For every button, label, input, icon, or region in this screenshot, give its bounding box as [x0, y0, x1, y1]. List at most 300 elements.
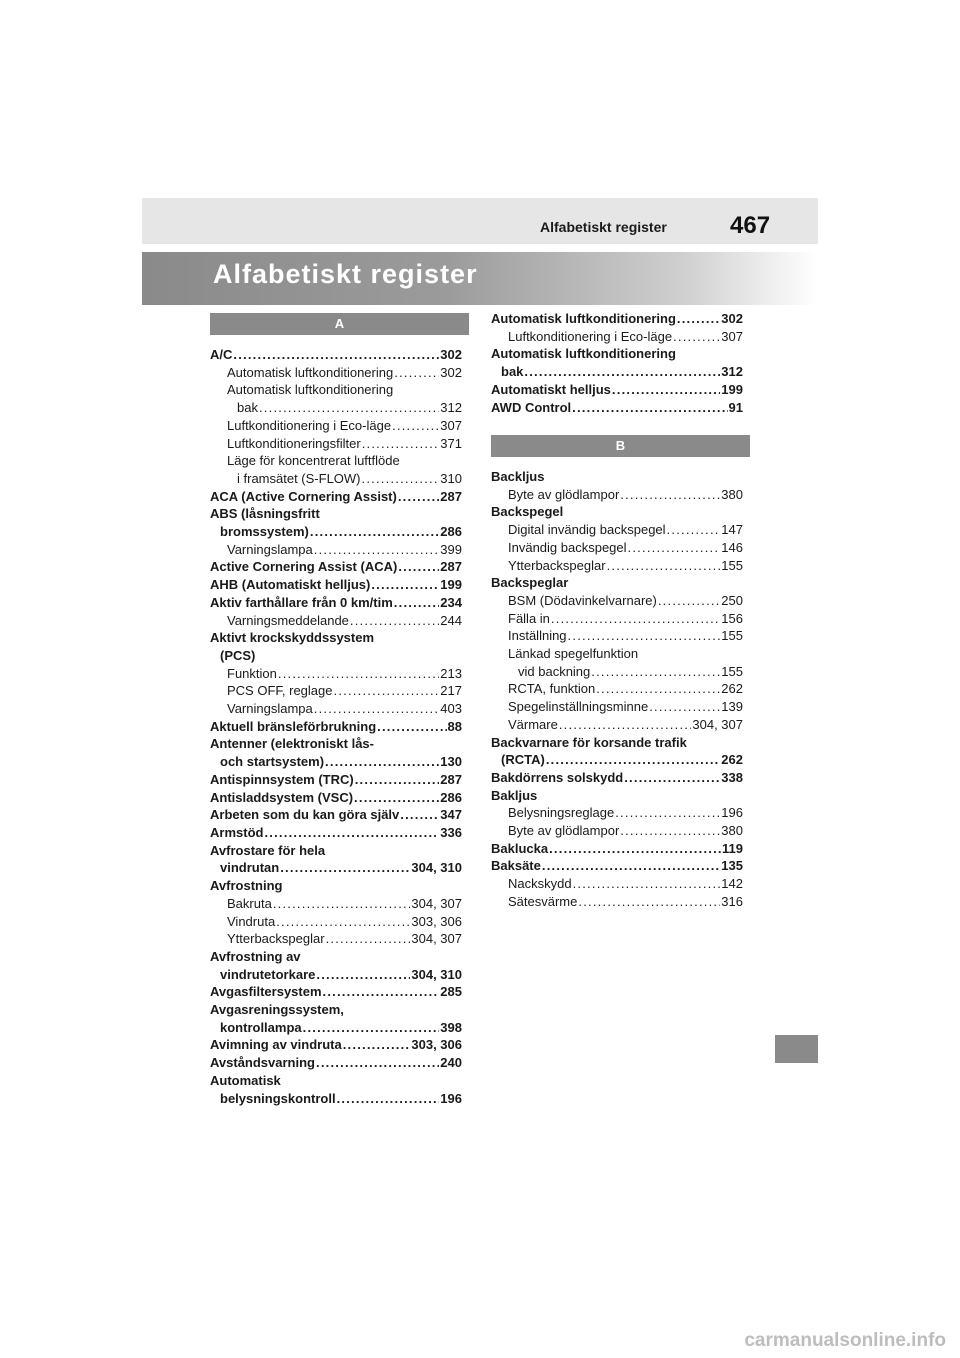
header-band: [142, 198, 818, 244]
page-reference[interactable]: 196: [721, 805, 743, 821]
dot-leader: [559, 716, 692, 734]
dot-leader: [658, 592, 720, 610]
index-term: i framsätet (S-FLOW): [237, 470, 361, 486]
index-term: Aktiv farthållare från 0 km/tim: [210, 594, 393, 610]
index-term: vindrutetorkare: [220, 966, 316, 982]
index-term: Bakruta: [227, 895, 272, 911]
dot-leader: [667, 521, 721, 539]
index-entry: [210, 576, 462, 594]
index-entry: [210, 789, 462, 807]
index-term: kontrollampa: [220, 1019, 302, 1035]
index-line: [491, 557, 743, 575]
index-line: [491, 769, 743, 787]
index-line: [491, 328, 743, 346]
page-reference[interactable]: 303, 306: [411, 913, 462, 929]
dot-leader: [392, 417, 439, 435]
index-line: [491, 804, 743, 822]
dot-leader: [278, 665, 439, 683]
index-line: [210, 488, 462, 506]
index-line: [210, 541, 462, 559]
index-term: Byte av glödlampor: [508, 823, 620, 839]
index-term: Värmare: [508, 716, 558, 732]
dot-leader: [314, 700, 440, 718]
index-term: Automatisk luftkonditionering: [227, 382, 394, 398]
dot-leader: [546, 751, 720, 769]
index-term: (PCS): [220, 647, 256, 663]
dot-leader: [673, 328, 720, 346]
page-reference[interactable]: 240: [440, 1055, 462, 1071]
index-term: Aktuell bränsleförbrukning: [210, 718, 377, 734]
page-reference[interactable]: 302: [721, 311, 743, 326]
index-term: Ytterbackspeglar: [508, 557, 606, 573]
dot-leader: [524, 363, 720, 381]
page-reference[interactable]: 403: [440, 701, 462, 717]
dot-leader: [398, 558, 439, 576]
index-line: [491, 399, 743, 417]
index-term: A/C: [210, 347, 233, 362]
index-term: bak: [501, 364, 524, 380]
index-column-left: [210, 346, 462, 1107]
page-reference[interactable]: 304, 307: [692, 716, 743, 732]
index-entry: [491, 399, 743, 417]
index-entry: [210, 771, 462, 789]
page-reference[interactable]: 304, 310: [411, 860, 462, 876]
index-term: Ytterbackspeglar: [227, 931, 325, 947]
index-term: Backspeglar: [491, 575, 569, 591]
index-line: [210, 452, 462, 470]
dot-leader: [573, 875, 721, 893]
page-reference[interactable]: 310: [440, 470, 462, 486]
page-reference[interactable]: 119: [722, 840, 743, 856]
index-line: [210, 417, 462, 435]
index-term: Antisladdsystem (VSC): [210, 789, 354, 805]
index-entry: [210, 718, 462, 736]
index-line: [210, 718, 462, 736]
index-term: Baklucka: [491, 840, 549, 856]
page-reference[interactable]: 371: [440, 435, 462, 451]
index-line: [210, 682, 462, 700]
index-line: [210, 913, 462, 931]
index-term: bak: [237, 400, 258, 416]
index-term: Active Cornering Assist (ACA): [210, 559, 398, 575]
index-entry: [210, 806, 462, 824]
page-reference[interactable]: 287: [440, 488, 462, 504]
index-term: Belysningsreglage: [508, 805, 615, 821]
dot-leader: [394, 594, 440, 612]
page-reference[interactable]: 399: [440, 541, 462, 557]
index-term: RCTA, funktion: [508, 681, 596, 697]
index-term: Sätesvärme: [508, 893, 578, 909]
index-term: Arbeten som du kan göra själv: [210, 807, 400, 823]
dot-leader: [394, 364, 439, 382]
index-line: [210, 895, 462, 913]
index-term: Inställning: [508, 628, 567, 644]
index-term: Varningslampa: [227, 701, 313, 717]
index-line: [491, 787, 743, 805]
dot-leader: [233, 346, 439, 364]
page-reference[interactable]: 302: [440, 364, 462, 380]
index-entry: [491, 840, 743, 858]
index-entry: [491, 787, 743, 840]
index-line: [491, 310, 743, 328]
page-reference[interactable]: 287: [440, 771, 462, 787]
index-line: [491, 822, 743, 840]
dot-leader: [325, 753, 439, 771]
index-term: Antispinnsystem (TRC): [210, 771, 354, 787]
index-entry: [210, 1001, 462, 1036]
index-entry: [491, 574, 743, 733]
index-term: Automatisk luftkonditionering: [227, 364, 394, 380]
dot-leader: [615, 804, 720, 822]
running-header-title: Alfabetiskt register: [540, 219, 667, 235]
page-reference[interactable]: 199: [440, 577, 462, 593]
page-reference[interactable]: 234: [440, 594, 462, 610]
index-line: [491, 592, 743, 610]
page-reference[interactable]: 303, 306: [411, 1037, 462, 1053]
index-entry: [210, 948, 462, 983]
index-term: Aktivt krockskyddssystem: [210, 630, 375, 646]
index-term: Automatisk: [210, 1072, 281, 1088]
index-entry: [210, 824, 462, 842]
index-line: [210, 930, 462, 948]
dot-leader: [354, 789, 439, 807]
dot-leader: [280, 859, 410, 877]
page-reference[interactable]: 312: [721, 364, 743, 380]
index-line: [210, 983, 462, 1001]
page-reference[interactable]: 262: [721, 681, 743, 697]
index-line: [491, 751, 743, 769]
index-line: [210, 842, 462, 860]
index-line: [210, 753, 462, 771]
page-title: Alfabetiskt register: [213, 259, 478, 289]
dot-leader: [276, 913, 410, 931]
dot-leader: [578, 893, 720, 911]
dot-leader: [677, 310, 720, 328]
index-entry: [210, 983, 462, 1001]
page-reference[interactable]: 312: [440, 400, 462, 416]
dot-leader: [542, 857, 720, 875]
index-term: Luftkonditionering i Eco-läge: [508, 328, 673, 344]
index-line: [491, 680, 743, 698]
index-entry: [210, 346, 462, 488]
watermark: carmanualsonline.info: [744, 1330, 946, 1351]
index-line: [491, 486, 743, 504]
index-term: och startsystem): [220, 754, 325, 770]
page-reference[interactable]: 316: [721, 893, 743, 909]
page-reference[interactable]: 155: [721, 663, 743, 679]
dot-leader: [620, 486, 720, 504]
page-reference[interactable]: 244: [440, 612, 462, 628]
dot-leader: [551, 610, 720, 628]
index-line: [491, 468, 743, 486]
page-reference[interactable]: 287: [440, 559, 462, 575]
index-column-right-b: [491, 468, 743, 911]
index-term: Nackskydd: [508, 876, 572, 892]
page-reference[interactable]: 196: [440, 1090, 462, 1106]
index-line: [210, 735, 462, 753]
page-reference[interactable]: 155: [721, 628, 743, 644]
dot-leader: [607, 557, 721, 575]
dot-leader: [400, 806, 439, 824]
dot-leader: [596, 680, 720, 698]
page-reference[interactable]: 307: [440, 417, 462, 433]
page-reference[interactable]: 262: [721, 752, 743, 768]
index-line: [491, 734, 743, 752]
index-entry: [210, 842, 462, 877]
index-line: [491, 503, 743, 521]
index-line: [210, 558, 462, 576]
index-term: Vindruta: [227, 913, 276, 929]
index-entry: [210, 488, 462, 506]
index-term: Avfrostning: [210, 878, 283, 894]
index-line: [210, 877, 462, 895]
page-reference[interactable]: 135: [721, 858, 743, 874]
index-entry: [210, 558, 462, 576]
dot-leader: [620, 822, 720, 840]
index-line: [210, 594, 462, 612]
index-entry: [491, 381, 743, 399]
index-term: Armstöd: [210, 824, 264, 840]
page-number: 467: [730, 212, 771, 239]
dot-leader: [264, 824, 439, 842]
dot-leader: [316, 966, 410, 984]
page-reference[interactable]: 304, 307: [411, 895, 462, 911]
index-line: [210, 346, 462, 364]
index-entry: [210, 1054, 462, 1072]
index-line: [210, 859, 462, 877]
index-line: [210, 435, 462, 453]
index-line: [210, 948, 462, 966]
dot-leader: [314, 541, 440, 559]
page-reference[interactable]: 338: [721, 769, 743, 785]
index-entry: [210, 1036, 462, 1054]
dot-leader: [377, 718, 446, 736]
dot-leader: [371, 576, 439, 594]
index-line: [210, 771, 462, 789]
index-entry: [210, 629, 462, 718]
page-reference[interactable]: 380: [721, 486, 743, 502]
index-line: [491, 381, 743, 399]
index-line: [210, 1019, 462, 1037]
index-line: [491, 716, 743, 734]
index-term: Länkad spegelfunktion: [508, 646, 639, 662]
dot-leader: [624, 769, 720, 787]
page-reference[interactable]: 147: [721, 522, 743, 538]
index-column-right-top: [491, 310, 743, 416]
section-letter-b: B: [491, 435, 750, 457]
index-term: Automatisk luftkonditionering: [491, 346, 676, 362]
index-term: AWD Control: [491, 399, 572, 415]
page-reference[interactable]: 286: [440, 524, 462, 540]
index-term: Backvarnare för korsande trafik: [491, 734, 687, 750]
index-term: Varningsmeddelande: [227, 612, 349, 628]
page-reference[interactable]: 286: [440, 789, 462, 805]
index-term: vid backning: [518, 663, 591, 679]
index-term: Luftkonditionering i Eco-läge: [227, 417, 392, 433]
page-reference[interactable]: 304, 307: [411, 931, 462, 947]
index-term: Backspegel: [491, 504, 564, 520]
dot-leader: [591, 663, 720, 681]
dot-leader: [549, 840, 721, 858]
index-term: Baksäte: [491, 858, 541, 874]
dot-leader: [572, 399, 727, 417]
index-line: [210, 1072, 462, 1090]
index-term: Byte av glödlampor: [508, 486, 620, 502]
index-line: [491, 627, 743, 645]
index-term: belysningskontroll: [220, 1090, 336, 1106]
index-line: [210, 665, 462, 683]
dot-leader: [323, 983, 440, 1001]
dot-leader: [350, 612, 439, 630]
dot-leader: [355, 771, 440, 789]
index-line: [210, 364, 462, 382]
page-reference[interactable]: 199: [721, 381, 743, 397]
index-term: Spegelinställningsminne: [508, 699, 649, 715]
index-line: [491, 521, 743, 539]
index-line: [491, 893, 743, 911]
index-line: [210, 399, 462, 417]
index-line: [210, 1054, 462, 1072]
index-term: Automatisk luftkonditionering: [491, 311, 676, 326]
dot-leader: [362, 435, 440, 453]
dot-leader: [628, 539, 721, 557]
page-reference[interactable]: 213: [440, 665, 462, 681]
page-reference[interactable]: 139: [721, 699, 743, 715]
index-line: [210, 505, 462, 523]
index-line: [210, 700, 462, 718]
index-term: Läge för koncentrerat luftflöde: [227, 453, 400, 469]
index-line: [210, 647, 462, 665]
dot-leader: [337, 1090, 440, 1108]
index-term: bromssystem): [220, 524, 309, 540]
page-reference[interactable]: 302: [440, 347, 462, 362]
page-reference[interactable]: 336: [440, 824, 462, 840]
index-line: [491, 539, 743, 557]
dot-leader: [273, 895, 411, 913]
index-line: [210, 470, 462, 488]
index-line: [491, 840, 743, 858]
index-term: ABS (låsningsfritt: [210, 506, 320, 522]
dot-leader: [362, 470, 440, 488]
index-line: [210, 381, 462, 399]
index-line: [210, 576, 462, 594]
index-term: AHB (Automatiskt helljus): [210, 577, 371, 593]
index-term: Avfrostning av: [210, 948, 301, 964]
index-line: [491, 645, 743, 663]
index-term: Invändig backspegel: [508, 539, 627, 555]
dot-leader: [649, 698, 720, 716]
index-term: Backljus: [491, 469, 545, 484]
dot-leader: [303, 1019, 440, 1037]
index-line: [491, 875, 743, 893]
index-entry: [210, 505, 462, 558]
index-entry: [491, 310, 743, 345]
index-line: [210, 612, 462, 630]
dot-leader: [568, 627, 721, 645]
index-line: [491, 857, 743, 875]
index-line: [210, 806, 462, 824]
index-line: [491, 610, 743, 628]
index-term: ACA (Active Cornering Assist): [210, 488, 397, 504]
page-reference[interactable]: 155: [721, 557, 743, 573]
index-line: [210, 629, 462, 647]
dot-leader: [259, 399, 439, 417]
dot-leader: [612, 381, 720, 399]
index-term: Fälla in: [508, 610, 550, 626]
page-reference[interactable]: 347: [440, 807, 462, 823]
index-line: [491, 574, 743, 592]
index-term: vindrutan: [220, 860, 280, 876]
index-line: [210, 523, 462, 541]
dot-leader: [316, 1054, 439, 1072]
dot-leader: [334, 682, 440, 700]
index-term: Avgasfiltersystem: [210, 984, 322, 1000]
index-entry: [210, 735, 462, 770]
index-line: [491, 663, 743, 681]
index-entry: [491, 769, 743, 787]
index-line: [491, 345, 743, 363]
page-reference[interactable]: 88: [447, 718, 462, 734]
index-line: [210, 824, 462, 842]
dot-leader: [343, 1036, 411, 1054]
dot-leader: [326, 930, 411, 948]
index-entry: [491, 857, 743, 910]
index-entry: [491, 345, 743, 380]
index-line: [210, 789, 462, 807]
index-term: Avståndsvarning: [210, 1055, 315, 1071]
index-term: Antenner (elektroniskt lås-: [210, 736, 374, 752]
page-reference[interactable]: 146: [721, 539, 743, 555]
index-term: Digital invändig backspegel: [508, 522, 666, 538]
page-reference[interactable]: 250: [721, 592, 743, 608]
index-term: Avimning av vindruta: [210, 1037, 342, 1053]
index-term: (RCTA): [501, 752, 545, 768]
index-term: Automatiskt helljus: [491, 381, 611, 397]
index-term: Varningslampa: [227, 541, 313, 557]
index-line: [491, 363, 743, 381]
page-reference[interactable]: 130: [440, 754, 462, 770]
index-entry: [491, 468, 743, 503]
page-reference[interactable]: 217: [440, 683, 462, 699]
page-reference[interactable]: 91: [728, 399, 743, 415]
index-line: [210, 1001, 462, 1019]
index-entry: [491, 503, 743, 574]
page-reference[interactable]: 380: [721, 823, 743, 839]
index-line: [491, 698, 743, 716]
page-reference[interactable]: 142: [721, 876, 743, 892]
index-term: Bakdörrens solskydd: [491, 769, 624, 785]
index-entry: [491, 734, 743, 769]
index-term: PCS OFF, reglage: [227, 683, 333, 699]
index-term: Funktion: [227, 665, 277, 681]
page-reference[interactable]: 307: [721, 328, 743, 344]
index-term: Avfrostare för hela: [210, 842, 326, 858]
index-line: [210, 1090, 462, 1108]
page-reference[interactable]: 398: [440, 1019, 462, 1035]
index-term: Avgasreningssystem,: [210, 1002, 344, 1018]
index-line: [210, 966, 462, 984]
page-reference[interactable]: 304, 310: [411, 966, 462, 982]
dot-leader: [310, 523, 439, 541]
index-term: Bakljus: [491, 787, 538, 803]
index-entry: [210, 1072, 462, 1107]
index-term: BSM (Dödavinkelvarnare): [508, 592, 657, 608]
thumb-index-tab: [775, 1035, 818, 1063]
page-reference[interactable]: 156: [721, 610, 743, 626]
dot-leader: [398, 488, 439, 506]
page-reference[interactable]: 285: [440, 984, 462, 1000]
index-entry: [210, 877, 462, 948]
